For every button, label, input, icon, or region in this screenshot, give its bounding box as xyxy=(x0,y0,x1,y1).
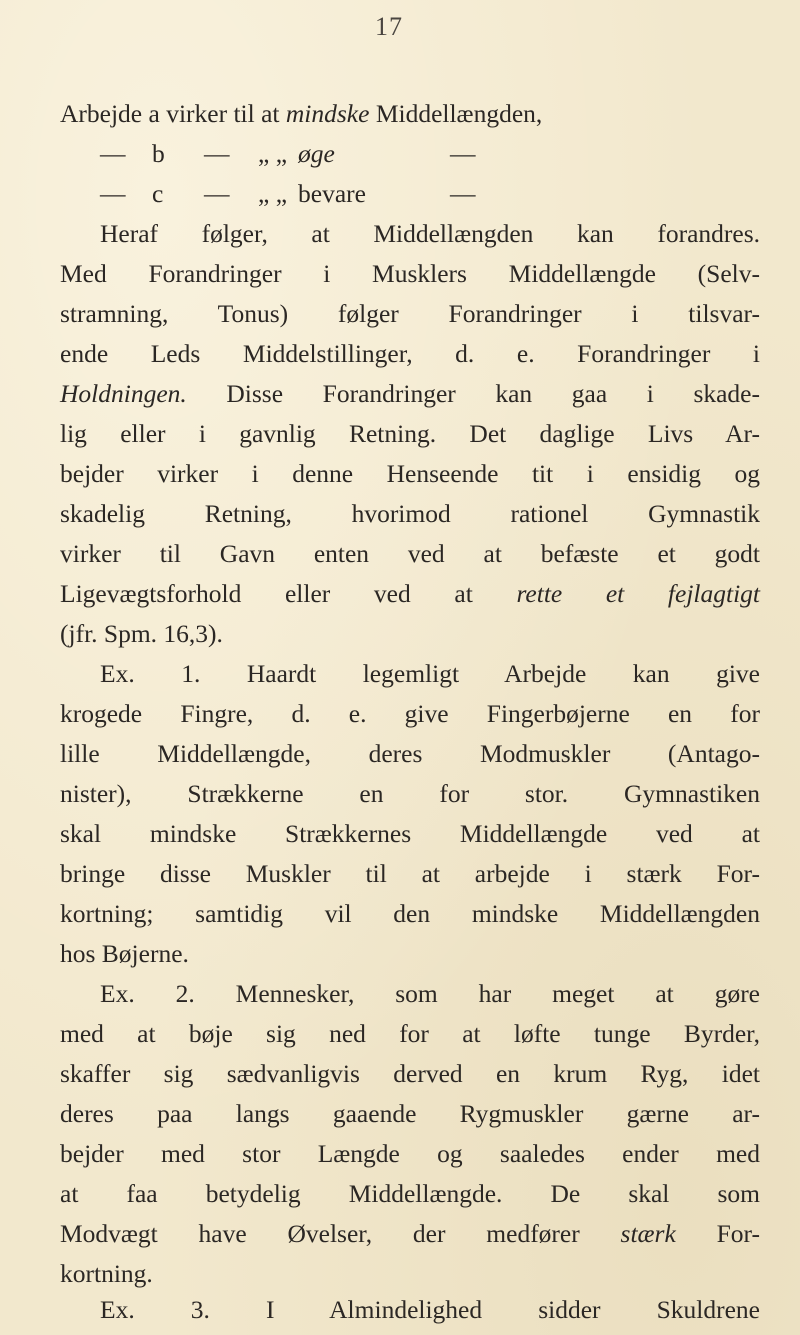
text-line: bejder med stor Længde og saaledes ender med xyxy=(60,1139,760,1168)
row-c-dash3: — xyxy=(450,179,476,208)
row-c-dash2: — xyxy=(204,179,230,208)
row-c-letter: c xyxy=(152,179,164,208)
row-c-ditto: „ „ xyxy=(258,179,288,208)
text-line: nister), Strækkerne en for stor. Gymnastiken xyxy=(60,779,760,808)
row-a-italic: mindske xyxy=(285,99,370,128)
row-b-dash1: — xyxy=(100,139,126,168)
row-c-dash1: — xyxy=(100,179,126,208)
table-row-a xyxy=(60,94,760,134)
table-row-c xyxy=(60,174,760,214)
text-line: at faa betydelig Middellængde. De skal som xyxy=(60,1179,760,1208)
text-line: stramning, Tonus) følger Forandringer i tilsvar- xyxy=(60,299,760,328)
text-line: kortning; samtidig vil den mindske Middellængden xyxy=(60,899,760,928)
text-line: krogede Fingre, d. e. give Fingerbøjerne en for xyxy=(60,699,760,728)
row-b-dash3: — xyxy=(450,139,476,168)
row-b-italic: øge xyxy=(298,139,335,168)
text-line: skadelig Retning, hvorimod rationel Gymnastik xyxy=(60,499,760,528)
text-line: Ex. 1. Haardt legemligt Arbejde kan give xyxy=(100,659,760,688)
page-number: 17 xyxy=(375,12,403,41)
table-row-b xyxy=(60,134,760,174)
text-line: Heraf følger, at Middellængden kan forandres. xyxy=(100,219,760,248)
text-line: deres paa langs gaaende Rygmuskler gærne ar- xyxy=(60,1099,760,1128)
row-c-word: bevare xyxy=(298,179,366,208)
text-line: (jfr. Spm. 16,3). xyxy=(60,619,223,648)
text-line: Ligevægtsforhold eller ved at rette et fejlagtigt xyxy=(60,579,760,608)
text-line: hos Bøjerne. xyxy=(60,939,189,968)
row-a-label: Arbejde a virker til at xyxy=(60,99,280,128)
text-line: Ex. 3. I Almindelighed sidder Skuldrene xyxy=(100,1295,760,1324)
text-line: skaffer sig sædvanligvis derved en krum Ryg, idet xyxy=(60,1059,760,1088)
text-line: virker til Gavn enten ved at befæste et godt xyxy=(60,539,760,568)
text-line: Med Forandringer i Musklers Middellængde (Selv- xyxy=(60,259,760,288)
row-a-rest: Middellængden, xyxy=(375,99,543,128)
row-b-ditto: „ „ xyxy=(258,139,288,168)
row-b-letter: b xyxy=(152,139,165,168)
text-line: bringe disse Muskler til at arbejde i stærk For- xyxy=(60,859,760,888)
text-line: Ex. 2. Mennesker, som har meget at gøre xyxy=(100,979,760,1008)
text-line: ende Leds Middelstillinger, d. e. Forandringer i xyxy=(60,339,760,368)
text-line: skal mindske Strækkernes Middellængde ved at xyxy=(60,819,760,848)
text-line: bejder virker i denne Henseende tit i ensidig og xyxy=(60,459,760,488)
text-line: Modvægt have Øvelser, der medfører stærk For- xyxy=(60,1219,760,1248)
row-b-dash2: — xyxy=(204,139,230,168)
text-line: kortning. xyxy=(60,1259,153,1288)
text-line: Holdningen. Disse Forandringer kan gaa i skade- xyxy=(60,379,760,408)
text-line: lig eller i gavnlig Retning. Det daglige Livs Ar- xyxy=(60,419,760,448)
text-line: lille Middellængde, deres Modmuskler (Antago- xyxy=(60,739,760,768)
text-line: med at bøje sig ned for at løfte tunge Byrder, xyxy=(60,1019,760,1048)
